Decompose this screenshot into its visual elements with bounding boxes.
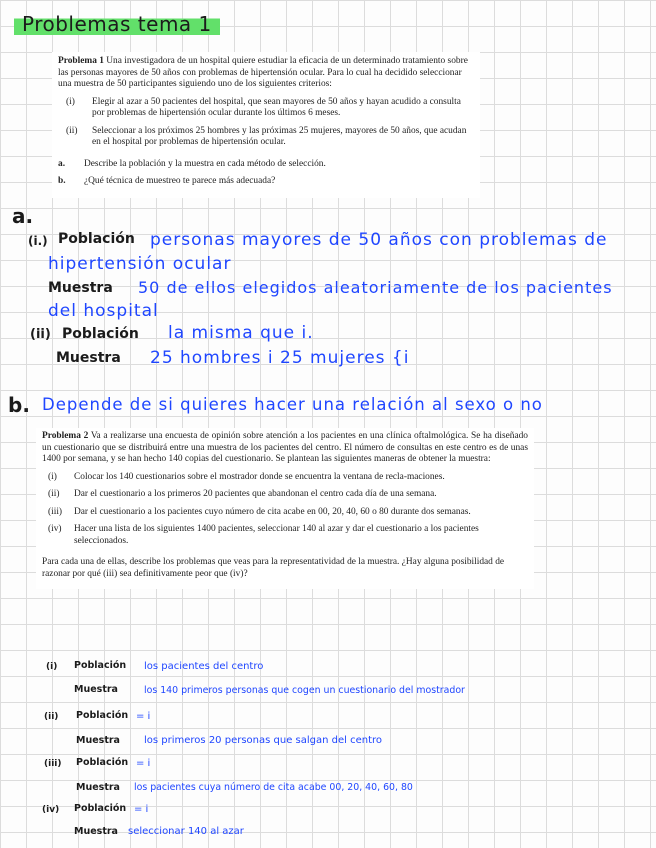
question-text: Describe la población y la muestra en cada método de selección. bbox=[84, 158, 326, 169]
problem-1-heading: Problema 1 bbox=[58, 56, 104, 66]
answer2-i-number: (i) bbox=[46, 662, 58, 672]
answer2-iv-muestra-label: Muestra bbox=[74, 826, 118, 837]
problem-1-block bbox=[52, 52, 480, 198]
problem-1-text: Una investigadora de un hospital quiere estudiar la eficacia de un determinado tratamiento sobre las personas mayores de 50 años con problemas de hipertensión ocular. Para lo cual ha decidido seleccionar una muestra de 50 participantes siguiendo uno de los siguientes criterios: bbox=[58, 56, 468, 89]
answer-b-text: Depende de si quieres hacer una relación al sexo o no bbox=[42, 395, 543, 414]
answer-a-label: a. bbox=[12, 204, 34, 228]
problem-1-item bbox=[66, 126, 474, 149]
item-text: Elegir al azar a 50 pacientes del hospital, que sean mayores de 50 años y hayan acudido a consulta por problemas de hipertensión ocular durante los últimos 6 meses. bbox=[92, 96, 461, 118]
page-title: Problemas tema 1 bbox=[14, 10, 220, 38]
answer-i-muestra-text: 50 de ellos elegidos aleatoriamente de los pacientes bbox=[138, 278, 613, 297]
item-text: Colocar los 140 cuestionarios sobre el mostrador donde se encuentra la ventana de recla-maciones. bbox=[74, 471, 445, 482]
answer-ii-muestra-text: 25 hombres i 25 mujeres {i bbox=[150, 348, 410, 368]
answer-ii-poblacion-text: la misma que i. bbox=[168, 323, 314, 343]
item-text: Seleccionar a los próximos 25 hombres y las próximas 25 mujeres, mayores de 50 años, que acudan en el hospital por problemas de hipertensión ocular. bbox=[92, 125, 467, 147]
problem-2-item bbox=[48, 507, 528, 519]
answer2-iv-poblacion-label: Población bbox=[74, 803, 127, 814]
item-number: (i) bbox=[66, 96, 75, 107]
item-number: (iii) bbox=[48, 506, 63, 517]
item-number: (ii) bbox=[66, 125, 78, 136]
answer-i-number: (i.) bbox=[28, 234, 48, 248]
item-text: Dar el cuestionario a los primeros 20 pacientes que abandonan el centro cada día de una semana. bbox=[74, 489, 437, 499]
problem-2-text: Va a realizarse una encuesta de opinión sobre atención a los pacientes en una clínica oftalmológica. Se ha diseñado un cuestionario que se distribuirá entre una muestra de los pacientes del centro. El número de consultas en este centro es de unas 1400 por semana, y se han hecho 140 copias del cuestionario. Se plantean las siguientes maneras de obtener la muestra: bbox=[42, 431, 528, 464]
answer-i-poblacion-label: Población bbox=[58, 231, 135, 247]
answer-i-poblacion-text-cont: hipertensión ocular bbox=[48, 254, 232, 274]
answer2-i-muestra-label: Muestra bbox=[74, 684, 118, 695]
answer-ii-poblacion-label: Población bbox=[62, 326, 139, 342]
answer-b-label: b. bbox=[8, 393, 30, 417]
answer2-iv-poblacion-text: = i bbox=[134, 804, 149, 815]
problem-1-question bbox=[58, 176, 474, 188]
answer2-i-poblacion-label: Población bbox=[74, 660, 127, 671]
problem-1-item bbox=[66, 97, 474, 120]
question-letter: a. bbox=[58, 158, 66, 169]
problem-2-item bbox=[48, 524, 528, 547]
answer2-iii-poblacion-text: = i bbox=[136, 758, 151, 769]
answer-ii-muestra-label: Muestra bbox=[56, 350, 121, 366]
problem-2-block bbox=[36, 428, 534, 589]
item-number: (i) bbox=[48, 471, 57, 482]
answer2-ii-poblacion-text: = i bbox=[136, 711, 151, 722]
question-text: ¿Qué técnica de muestreo te parece más adecuada? bbox=[84, 176, 276, 186]
item-number: (ii) bbox=[48, 489, 60, 499]
answer2-ii-muestra-label: Muestra bbox=[76, 735, 120, 746]
item-text: Dar el cuestionario a los pacientes cuyo número de cita acabe en 00, 20, 40, 60 o 80 durante dos semanas. bbox=[74, 506, 471, 517]
problem-1-question bbox=[58, 159, 474, 171]
problem-1-intro bbox=[58, 56, 474, 91]
problem-2-intro bbox=[42, 431, 528, 466]
answer2-ii-poblacion-label: Población bbox=[76, 710, 129, 721]
answer-i-muestra-label: Muestra bbox=[48, 280, 113, 296]
problem-2-item bbox=[48, 472, 528, 484]
answer2-iii-muestra-text: los pacientes cuya número de cita acabe 00, 20, 40, 60, 80 bbox=[134, 782, 413, 793]
answer2-iv-number: (iv) bbox=[42, 805, 60, 815]
answer-i-muestra-text-cont: del hospital bbox=[48, 301, 159, 321]
answer-i-poblacion-text: personas mayores de 50 años con problemas de bbox=[150, 230, 608, 250]
answer2-ii-muestra-text: los primeros 20 personas que salgan del centro bbox=[144, 735, 383, 746]
item-text: Hacer una lista de los siguientes 1400 pacientes, seleccionar 140 al azar y dar el cuestionario a los pacientes seleccionados. bbox=[74, 524, 479, 546]
problem-2-item bbox=[48, 489, 528, 501]
answer2-iv-muestra-text: seleccionar 140 al azar bbox=[128, 826, 244, 837]
question-letter: b. bbox=[58, 176, 66, 186]
answer2-i-muestra-text: los 140 primeros personas que cogen un cuestionario del mostrador bbox=[144, 685, 465, 696]
item-number: (iv) bbox=[48, 524, 62, 534]
answer2-iii-number: (iii) bbox=[44, 759, 62, 769]
answer2-i-poblacion-text: los pacientes del centro bbox=[144, 661, 264, 672]
answer2-iii-muestra-label: Muestra bbox=[76, 782, 120, 793]
answer-ii-number: (ii) bbox=[30, 327, 51, 342]
answer2-iii-poblacion-label: Población bbox=[76, 757, 129, 768]
problem-2-heading: Problema 2 bbox=[42, 431, 89, 441]
problem-2-closing: Para cada una de ellas, describe los problemas que veas para la representatividad de la muestra. ¿Hay alguna posibilidad de razonar por qué (iii) sea definitivamente peor que (iv)? bbox=[42, 557, 505, 579]
answer2-ii-number: (ii) bbox=[44, 712, 59, 722]
